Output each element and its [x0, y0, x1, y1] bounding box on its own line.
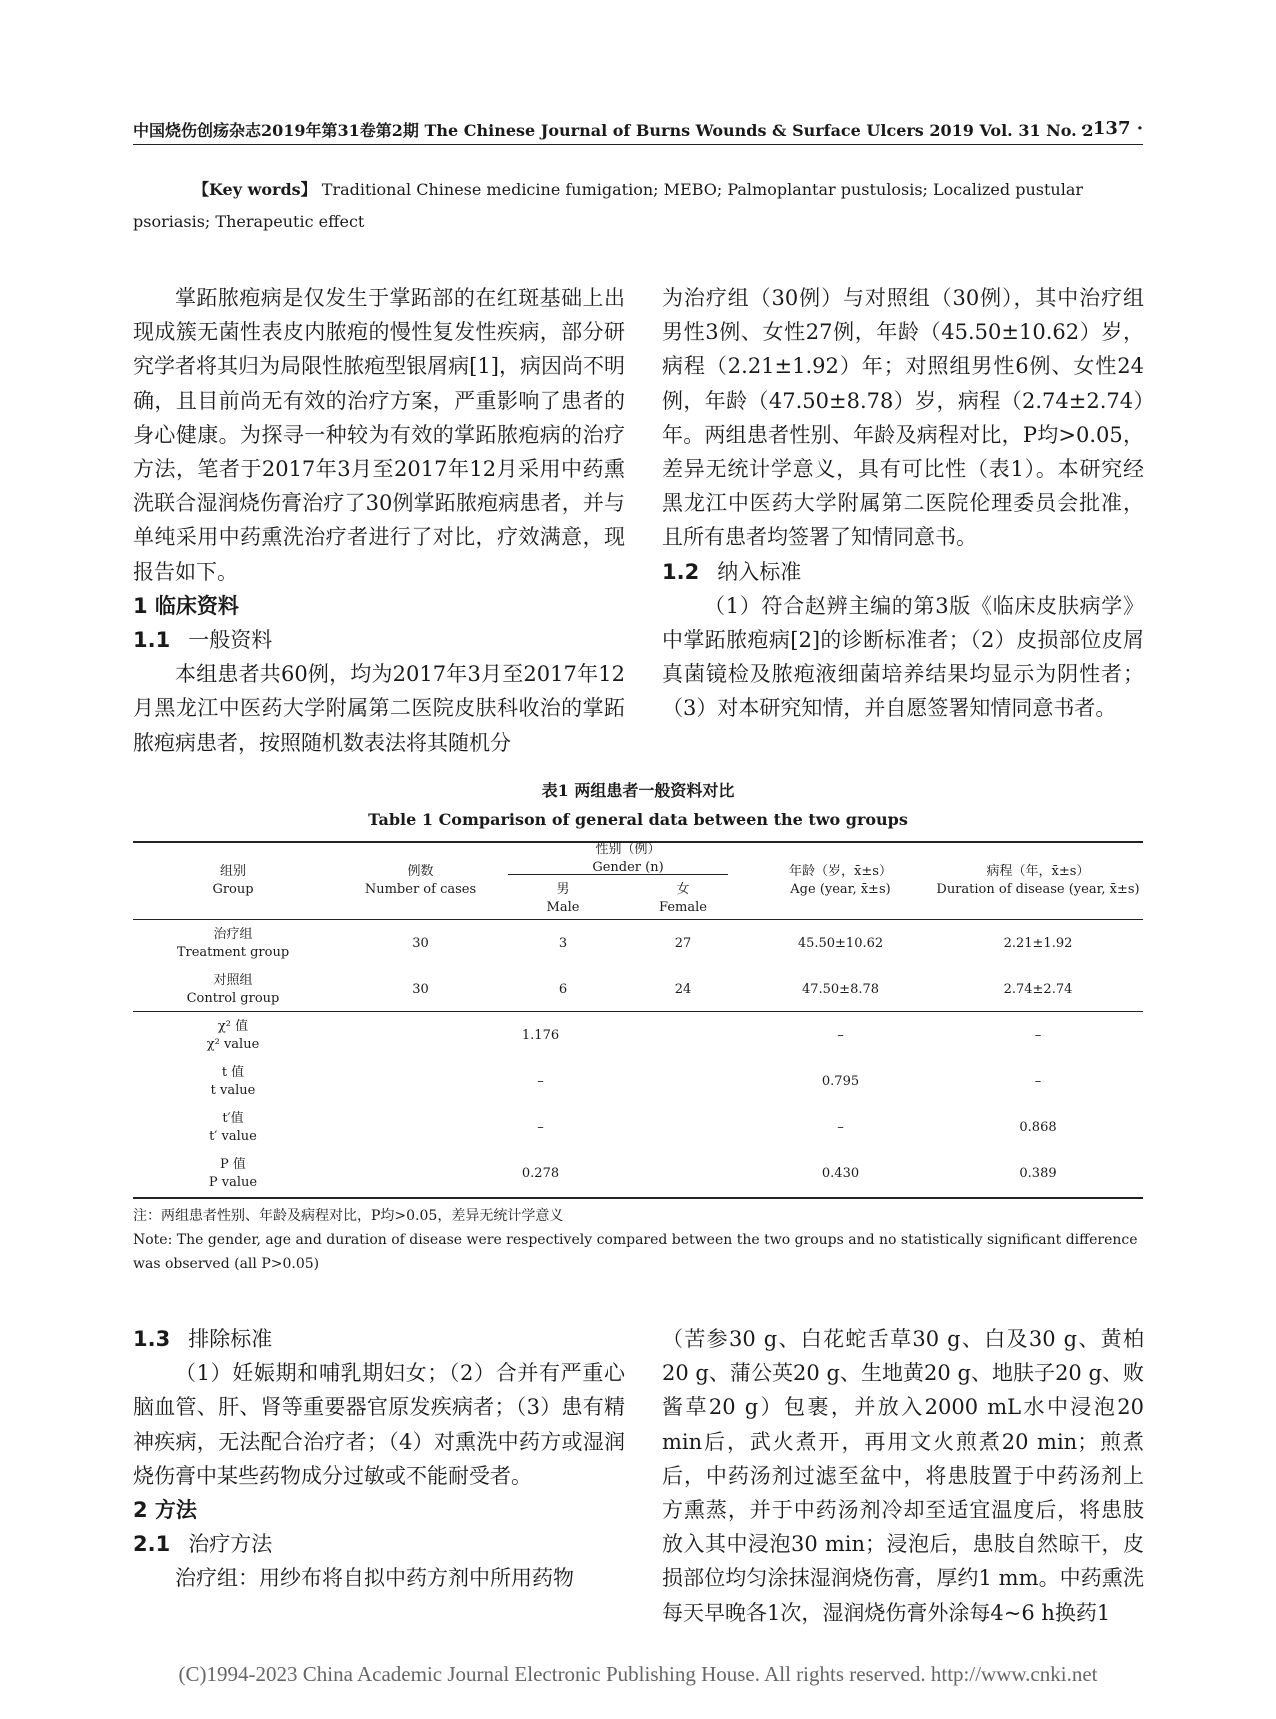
- exclusion-criteria-paragraph: （1）妊娠期和哺乳期妇女；（2）合并有严重心脑血管、肝、肾等重要器官原发疾病者；（3）患有精神疾病，无法配合治疗者；（4）对熏洗中药方或湿润烧伤膏中某些药物成分过敏或不能耐受者。: [133, 1361, 625, 1488]
- header-cases-cn: 例数: [407, 864, 434, 879]
- table-note-cn: 注：两组患者性别、年龄及病程对比，P均>0.05，差异无统计学意义: [133, 1208, 564, 1224]
- page-number: · 137 ·: [1080, 118, 1143, 139]
- subsection-heading-1-3: [133, 1322, 625, 1356]
- cell-age: 45.50±10.62: [797, 936, 884, 951]
- row-label: [133, 1059, 333, 1105]
- header-male-cn: 男: [556, 882, 570, 897]
- general-data-continued: 为治疗组（30例）与对照组（30例），其中治疗组男性3例、女性27例，年龄（45.50±10.62）岁，病程（2.21±1.92）年；对照组男性6例、女性24例，年龄（47.50±8.78）岁，病程（2.74±2.74）年。两组患者性别、年龄及病程对比，P均>0.05，差异无统计学意义，具有可比性（表1）。本研究经黑龙江中医药大学附属第二医院伦理委员会批准，且所有患者均签署了知情同意书。: [662, 286, 1144, 550]
- cell-female: 24: [674, 982, 692, 997]
- row-label: [133, 1105, 333, 1151]
- subsection-heading-2-1: [133, 1527, 625, 1561]
- cell-duration: 2.74±2.74: [1003, 982, 1073, 997]
- header-cases: [333, 841, 508, 921]
- header-gender: [508, 841, 748, 877]
- header-female-cn: 女: [676, 882, 690, 897]
- row-label-cn: t 值: [221, 1065, 245, 1080]
- table-row: [133, 1059, 1143, 1105]
- header-group-cn: 组别: [219, 864, 246, 879]
- header-female-en: Female: [659, 900, 707, 915]
- copyright-footer: (C)1994-2023 China Academic Journal Electronic Publishing House. All rights reserved. http://www.cnki.net: [178, 1662, 1098, 1686]
- subsection-number: 1.1: [133, 628, 171, 653]
- intro-paragraph: 掌跖脓疱病是仅发生于掌跖部的在红斑基础上出现成簇无菌性表皮内脓疱的慢性复发性疾病，部分研究学者将其归为局限性脓疱型银屑病[1]，病因尚不明确，且目前尚无有效的治疗方案，严重影响了患者的身心健康。为探寻一种较为有效的掌跖脓疱病的治疗方法，笔者于2017年3月至2017年12月采用中药熏洗联合湿润烧伤膏治疗了30例掌跖脓疱病患者，并与单纯采用中药熏洗治疗者进行了对比，疗效满意，现报告如下。: [133, 286, 625, 584]
- row-label-en: Control group: [186, 991, 280, 1006]
- header-duration: [933, 841, 1143, 921]
- header-rule: [133, 144, 1143, 145]
- header-group: [133, 841, 333, 921]
- inclusion-criteria-paragraph: （1）符合赵辨主编的第3版《临床皮肤病学》中掌跖脓疱病[2]的诊断标准者；（2）皮损部位皮屑真菌镜检及脓疱液细菌培养结果均显示为阴性者；（3）对本研究知情，并自愿签署知情同意书者。: [662, 593, 1144, 721]
- header-age: [748, 841, 933, 921]
- header-gender-en: Gender (n): [592, 860, 664, 875]
- cell-gender-stat: –: [537, 1074, 544, 1089]
- table-row: [133, 1105, 1143, 1151]
- body-column-left-top: [133, 281, 625, 760]
- header-duration-en: Duration of disease (year, x̄±s): [936, 882, 1140, 897]
- cell-age: 47.50±8.78: [801, 982, 880, 997]
- cell-gender-stat: 1.176: [521, 1028, 560, 1043]
- row-label: [133, 967, 333, 1013]
- table-row: [133, 1151, 1143, 1197]
- subsection-heading-1-2: [662, 555, 1144, 589]
- header-age-en: Age (year, x̄±s): [790, 882, 891, 897]
- cell-gender-stat: 0.278: [521, 1166, 560, 1181]
- table-note-en: Note: The gender, age and duration of disease were respectively compared between the two groups and no statistically significant difference was observed (all P>0.05): [133, 1232, 1138, 1272]
- header-duration-cn: 病程（年，x̄±s）: [986, 864, 1090, 879]
- row-label-cn: t′值: [222, 1111, 244, 1126]
- table-header-row-1: [133, 841, 1143, 877]
- body-column-left-bottom: [133, 1322, 625, 1596]
- subsection-heading-1-1: [133, 623, 625, 657]
- subsection-title: 一般资料: [188, 628, 273, 653]
- row-label-en: t value: [210, 1083, 256, 1098]
- subsection-number: 1.3: [133, 1327, 171, 1351]
- body-column-right-bottom: [662, 1322, 1144, 1630]
- subsection-title: 治疗方法: [188, 1532, 273, 1557]
- treatment-paragraph: 治疗组：用纱布将自拟中药方剂中所用药物: [175, 1566, 574, 1591]
- table-row: [133, 1013, 1143, 1059]
- body-column-right-top: [662, 281, 1144, 726]
- header-cases-en: Number of cases: [364, 882, 477, 897]
- table-caption-cn: 表1 两组患者一般资料对比: [541, 781, 735, 800]
- general-data-paragraph: 本组患者共60例，均为2017年3月至2017年12月黑龙江中医药大学附属第二医院皮肤科收治的掌跖脓疱病患者，按照随机数表法将其随机分: [133, 662, 625, 755]
- cell-male: 3: [558, 936, 568, 951]
- table-notes: [133, 1204, 1143, 1276]
- subsection-number: 2.1: [133, 1532, 171, 1557]
- cell-duration-stat: –: [1034, 1028, 1042, 1043]
- english-keywords: [133, 174, 1143, 238]
- subsection-number: 1.2: [662, 559, 700, 584]
- cell-duration-stat: –: [1034, 1074, 1042, 1089]
- header-age-cn: 年龄（岁，x̄±s）: [789, 864, 892, 879]
- header-gender-cn: 性别（例）: [595, 842, 661, 857]
- subsection-title: 纳入标准: [717, 559, 802, 584]
- section-heading-1: 1 临床资料: [133, 593, 239, 618]
- treatment-continued: （苦参30 g、白花蛇舌草30 g、白及30 g、黄柏20 g、蒲公英20 g、生地黄20 g、地肤子20 g、败酱草20 g）包裹，并放入2000 mL水中浸泡20 min后，武火煮开，再用文火煎煮20 min；煎煮后，中药汤剂过滤至盆中，将患肢置于中药汤剂上方熏蒸，并于中药汤剂冷却至适宜温度后，将患肢放入其中浸泡30 min；浸泡后，患肢自然晾干，皮损部位均匀涂抹湿润烧伤膏，厚约1 mm。中药熏洗每天早晚各1次，湿润烧伤膏外涂每4~6 h换药1: [662, 1327, 1144, 1625]
- table-bottom-rule: [133, 1197, 1143, 1199]
- table-caption-en: Table 1 Comparison of general data between the two groups: [368, 810, 908, 829]
- cell-gender-stat: –: [537, 1120, 544, 1135]
- cell-age-stat: 0.795: [821, 1074, 860, 1089]
- header-male: [508, 877, 618, 921]
- row-label: [133, 1151, 333, 1197]
- cell-age-stat: 0.430: [821, 1166, 860, 1181]
- table-row: [133, 967, 1143, 1013]
- row-label-cn: P 值: [220, 1157, 246, 1172]
- row-label-en: t′ value: [209, 1129, 257, 1144]
- row-label-en: χ² value: [206, 1037, 260, 1052]
- header-male-en: Male: [546, 900, 580, 915]
- keywords-text: Traditional Chinese medicine fumigation; MEBO; Palmoplantar pustulosis; Localized pustular psoriasis; Therapeutic effect: [133, 180, 1084, 231]
- row-label: [133, 921, 333, 967]
- cell-duration-stat: 0.389: [1019, 1166, 1057, 1181]
- row-label-cn: χ² 值: [217, 1019, 249, 1034]
- cell-cases: 30: [412, 982, 429, 997]
- cell-duration: 2.21±1.92: [1003, 936, 1073, 951]
- section-heading-2: 2 方法: [133, 1498, 197, 1523]
- cell-female: 27: [674, 936, 692, 951]
- cell-age-stat: –: [837, 1120, 844, 1135]
- subsection-title: 排除标准: [188, 1327, 273, 1351]
- row-label-cn: 治疗组: [213, 927, 253, 942]
- row-label-cn: 对照组: [213, 973, 253, 988]
- row-label: [133, 1013, 333, 1059]
- row-label-en: P value: [208, 1175, 258, 1190]
- cell-duration-stat: 0.868: [1019, 1120, 1057, 1135]
- journal-header-text: 中国烧伤创疡杂志2019年第31卷第2期 The Chinese Journal of Burns Wounds & Surface Ulcers 2019 Vol. 31 No. 2: [133, 121, 1094, 140]
- header-group-en: Group: [212, 882, 254, 897]
- cell-cases: 30: [412, 936, 429, 951]
- running-header: [133, 118, 1143, 141]
- header-female: [618, 877, 748, 921]
- keywords-label: 【Key words】: [193, 180, 317, 199]
- table-row: [133, 921, 1143, 967]
- cell-male: 6: [558, 982, 568, 997]
- row-label-en: Treatment group: [176, 945, 290, 960]
- general-data-table: [133, 841, 1143, 1197]
- cell-age-stat: –: [837, 1028, 844, 1043]
